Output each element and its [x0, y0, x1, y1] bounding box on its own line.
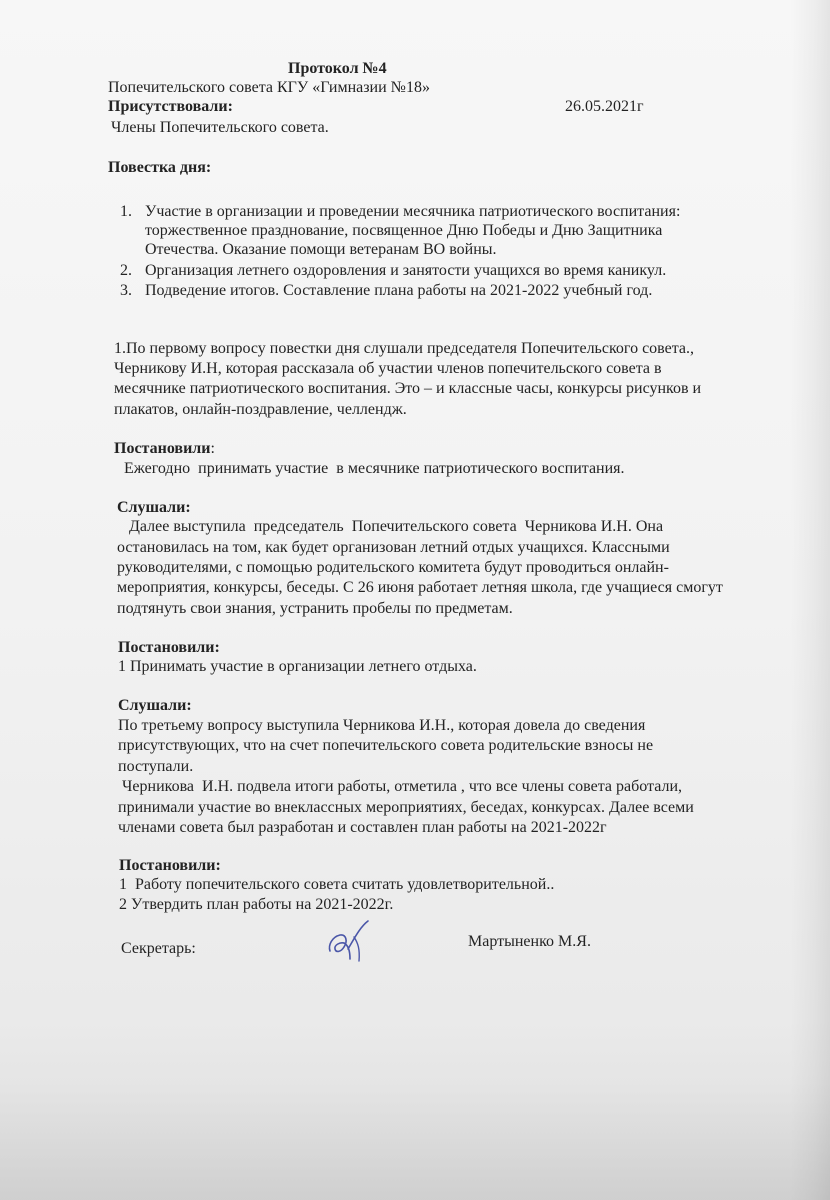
- agenda-item-line: Отечества. Оказание помощи ветеранам ВО войны.: [145, 241, 497, 258]
- resolved-heading: Постановили:: [118, 639, 220, 656]
- agenda-item-line: Участие в организации и проведении месячника патриотического воспитания:: [145, 203, 681, 220]
- heard-heading: Слушали:: [118, 697, 192, 714]
- paragraph-line: Далее выступила председатель Попечительского совета Черникова И.Н. Она: [117, 518, 664, 535]
- resolved-colon: :: [210, 440, 215, 457]
- organization-line: Попечительского совета КГУ «Гимназии №18»: [108, 79, 430, 96]
- present-label: Присутствовали:: [108, 98, 233, 115]
- agenda-item-line: Организация летнего оздоровления и занятости учащихся во время каникул.: [145, 262, 667, 279]
- paragraph-line: По третьему вопросу выступила Черникова И.Н., которая довела до сведения: [118, 717, 646, 734]
- paragraph-line: членами совета был разработан и составлен план работы на 2021-2022г: [118, 819, 607, 836]
- paragraph-line: мероприятия, конкурсы, беседы. С 26 июня работает летняя школа, где учащиеся смогут: [117, 579, 723, 596]
- handwritten-signature: [326, 915, 382, 967]
- paragraph-line: Черникова И.Н. подвела итоги работы, отметила , что все члены совета работали,: [118, 778, 683, 795]
- resolved-label: Постановили: [114, 440, 211, 457]
- secretary-label: Секретарь:: [121, 940, 196, 957]
- resolved-text: Ежегодно принимать участие в месячнике патриотического воспитания.: [116, 460, 625, 477]
- paragraph-line: присутствующих, что на счет попечительского совета родительские взносы не: [118, 737, 654, 754]
- secretary-name: Мартыненко М.Я.: [468, 933, 591, 950]
- agenda-heading: Повестка дня:: [108, 159, 212, 176]
- document-title: Протокол №4: [288, 60, 387, 77]
- agenda-item-line: Подведение итогов. Составление плана работы на 2021-2022 учебный год.: [145, 282, 653, 299]
- paragraph-line: месячнике патриотического воспитания. Это – и классные часы, конкурсы рисунков и: [114, 380, 702, 397]
- agenda-item-line: торжественное празднование, посвященное Дню Победы и Дню Защитника: [145, 222, 663, 239]
- present-value: Члены Попечительского совета.: [111, 119, 329, 136]
- document-date: 26.05.2021г: [565, 98, 644, 115]
- agenda-item-number: 1.: [120, 203, 132, 220]
- paragraph-line: Черникову И.Н, которая рассказала об участии членов попечительского совета в: [114, 360, 662, 377]
- paragraph-line: плакатов, онлайн-поздравление, челлендж.: [114, 401, 407, 418]
- resolved-text: 1 Принимать участие в организации летнего отдыха.: [118, 658, 477, 675]
- resolved-heading: [114, 440, 215, 458]
- heard-heading: Слушали:: [117, 499, 191, 516]
- paragraph-line: руководителями, с помощью родительского комитета будут проводиться онлайн-: [117, 559, 669, 576]
- page-bottom-shadow: [0, 1080, 830, 1200]
- paragraph-line: поступали.: [118, 758, 194, 775]
- resolved-item: 1 Работу попечительского совета считать удовлетворительной..: [119, 876, 555, 893]
- agenda-item-number: 2.: [120, 262, 132, 279]
- paragraph-line: подтянуть свои знания, устранить пробелы по предметам.: [117, 600, 513, 617]
- page-edge-shadow: [790, 0, 830, 1200]
- paragraph-line: принимали участие во внеклассных мероприятиях, беседах, конкурсах. Далее всеми: [118, 799, 694, 816]
- paragraph-line: остановилась на том, как будет организован летний отдых учащихся. Классными: [117, 539, 670, 556]
- resolved-heading: Постановили:: [119, 857, 221, 874]
- agenda-item-number: 3.: [120, 282, 132, 299]
- resolved-item: 2 Утвердить план работы на 2021-2022г.: [119, 896, 394, 913]
- paragraph-line: 1.По первому вопросу повестки дня слушали председателя Попечительского совета.,: [114, 340, 695, 357]
